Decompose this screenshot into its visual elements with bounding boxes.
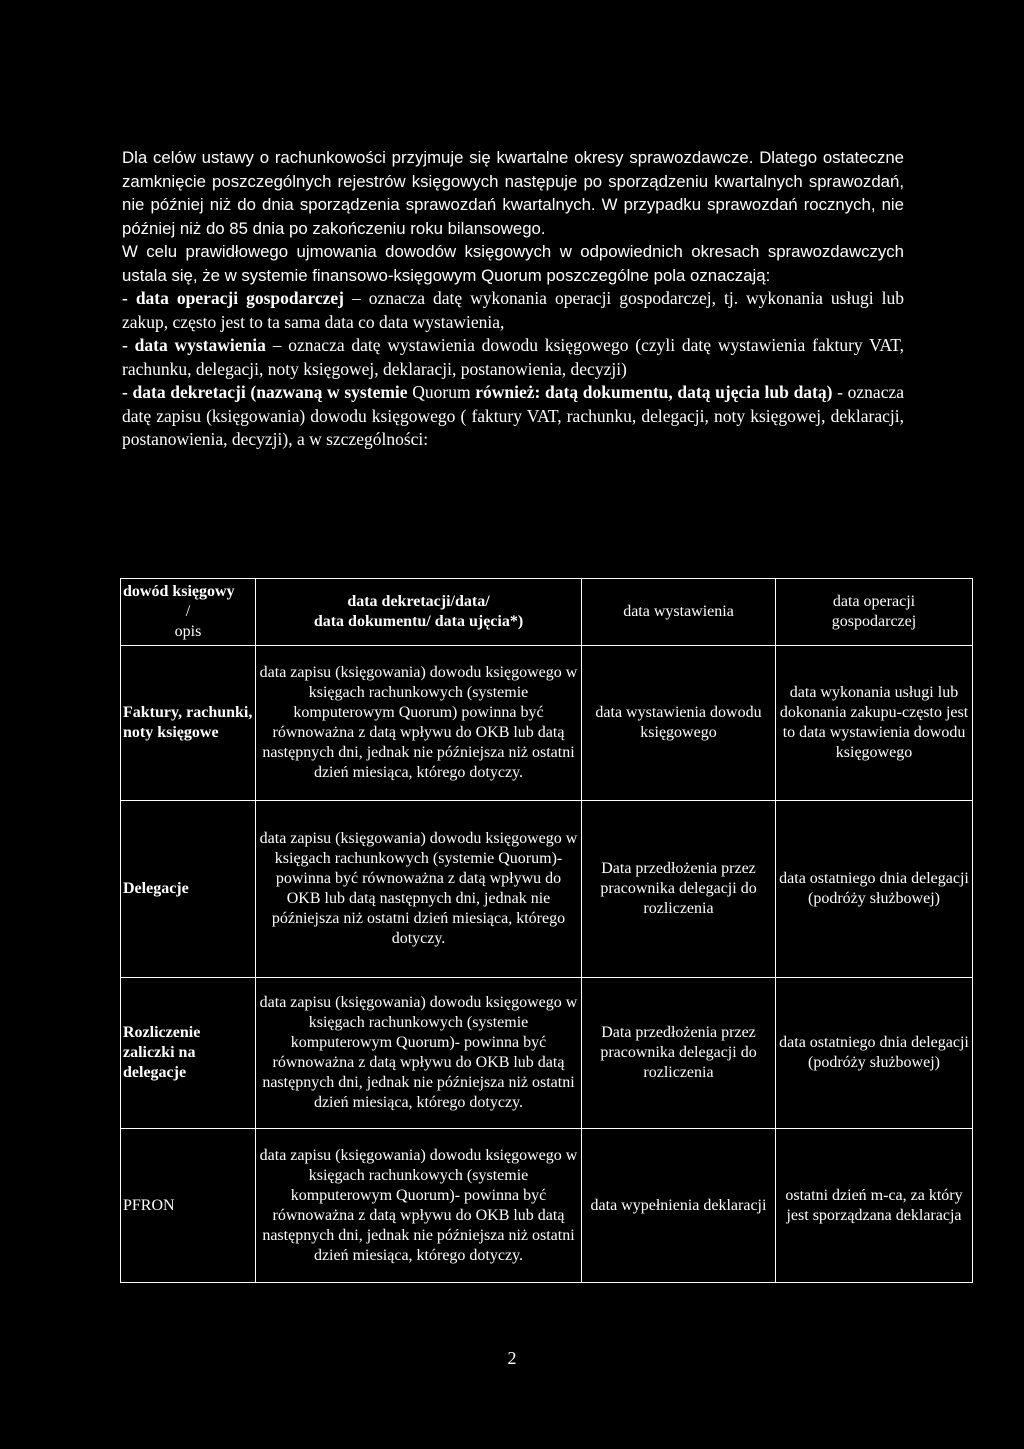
row-document	[121, 801, 256, 978]
document-body	[122, 146, 904, 452]
item-operation-date-term: - data operacji gospodarczej	[122, 288, 344, 308]
item-issue-date-term: - data wystawienia	[122, 335, 266, 355]
row-issue-date: Data przedłożenia przez pracownika delegacji do rozliczenia	[582, 978, 776, 1129]
paragraph-fields-intro: W celu prawidłowego ujmowania dowodów księgowych w odpowiednich okresach sprawozdawczych ustala się, że w systemie finansowo-księgowym Quorum poszczególne pola oznaczają:	[122, 242, 904, 285]
dates-table	[120, 578, 973, 1283]
row-issue-date: Data przedłożenia przez pracownika delegacji do rozliczenia	[582, 801, 776, 978]
item-posting-date	[122, 381, 904, 452]
header-posting-date	[256, 579, 582, 646]
item-operation-date	[122, 287, 904, 334]
row-operation-date: data ostatniego dnia delegacji (podróży służbowej)	[776, 978, 973, 1129]
row-issue-date: data wystawienia dowodu księgowego	[582, 646, 776, 801]
row-issue-date: data wypełnienia deklaracji	[582, 1129, 776, 1283]
item-issue-date	[122, 334, 904, 381]
row-document-label: Faktury, rachunki, noty księgowe	[123, 704, 253, 741]
table-row	[121, 646, 973, 801]
item-posting-date-term2: również: datą dokumentu, datą ujęcia lub datą)	[475, 382, 833, 402]
row-document-label: Rozliczenie zaliczki na delegacje	[123, 1024, 201, 1081]
header-document-line1: dowód księgowy	[123, 583, 235, 600]
header-document	[121, 579, 256, 646]
row-document	[121, 646, 256, 801]
table-row	[121, 801, 973, 978]
header-issue-date: data wystawienia	[582, 579, 776, 646]
row-posting-date: data zapisu (księgowania) dowodu księgowego w księgach rachunkowych (systemie komputerowym Quorum)- powinna być równoważna z datą wpływu do OKB lub datą następnych dni, jednak nie późniejsza niż ostatni dzień miesiąca, którego dotyczy.	[256, 978, 582, 1129]
row-document-label: PFRON	[123, 1196, 175, 1214]
table-row	[121, 978, 973, 1129]
item-issue-date-desc: – oznacza datę wystawienia dowodu księgowego (czyli datę wystawienia faktury VAT, rachunku, delegacji, noty księgowej, deklaracji, postanowienia, decyzji)	[122, 335, 905, 379]
page-number: 2	[507, 1348, 517, 1368]
item-operation-date-desc: – oznacza datę wykonania operacji gospodarczej, tj. wykonania usługi lub zakup, często jest to ta sama data co data wystawienia,	[122, 288, 904, 332]
header-operation-date	[776, 579, 973, 646]
header-posting-date-line2: data dokumentu/ data ujęcia*)	[313, 613, 524, 630]
row-posting-date: data zapisu (księgowania) dowodu księgowego w księgach rachunkowych (systemie komputerowym Quorum) powinna być równoważna z datą wpływu do OKB lub datą następnych dni, jednak nie późniejsza niż ostatni dzień miesiąca, którego dotyczy.	[256, 646, 582, 801]
row-posting-date: data zapisu (księgowania) dowodu księgowego w księgach rachunkowych (systemie komputerowym Quorum)- powinna być równoważna z datą wpływu do OKB lub datą następnych dni, jednak nie późniejsza niż ostatni dzień miesiąca, którego dotyczy.	[256, 1129, 582, 1283]
row-document	[121, 1129, 256, 1283]
header-operation-date-line1: data operacji	[832, 593, 916, 610]
item-posting-date-system: Quorum	[407, 382, 476, 402]
header-operation-date-line2: gospodarczej	[831, 613, 917, 630]
item-posting-date-desc: - oznacza datę zapisu (księgowania) dowodu księgowego ( faktury VAT, rachunku, delegacji, noty księgowej, deklaracji, postanowienia, decyzji), a w szczególności:	[122, 382, 904, 449]
header-document-line2: /	[185, 603, 191, 620]
table-row	[121, 1129, 973, 1283]
row-posting-date: data zapisu (księgowania) dowodu księgowego w księgach rachunkowych (systemie Quorum)- powinna być równoważna z datą wpływu do OKB lub datą następnych dni, jednak nie późniejsza niż ostatni dzień miesiąca, którego dotyczy.	[256, 801, 582, 978]
row-operation-date: ostatni dzień m-ca, za który jest sporządzana deklaracja	[776, 1129, 973, 1283]
row-document-label: Delegacje	[123, 880, 189, 897]
row-operation-date: data ostatniego dnia delegacji (podróży służbowej)	[776, 801, 973, 978]
item-posting-date-term1: - data dekretacji (nazwaną w systemie	[122, 382, 408, 402]
table-header-row	[121, 579, 973, 646]
header-posting-date-line1: data dekretacji/data/	[347, 593, 490, 610]
header-document-line3: opis	[174, 623, 202, 640]
row-operation-date: data wykonania usługi lub dokonania zakupu-często jest to data wystawienia dowodu księgowego	[776, 646, 973, 801]
paragraph-periods: Dla celów ustawy o rachunkowości przyjmuje się kwartalne okresy sprawozdawcze. Dlatego ostateczne zamknięcie poszczególnych rejestrów księgowych następuje po sporządzeniu kwartalnych sprawozdań, nie później niż do dnia sporządzenia sprawozdań kwartalnych. W przypadku sprawozdań rocznych, nie później niż do 85 dnia po zakończeniu roku bilansowego.	[122, 148, 904, 238]
row-document	[121, 978, 256, 1129]
